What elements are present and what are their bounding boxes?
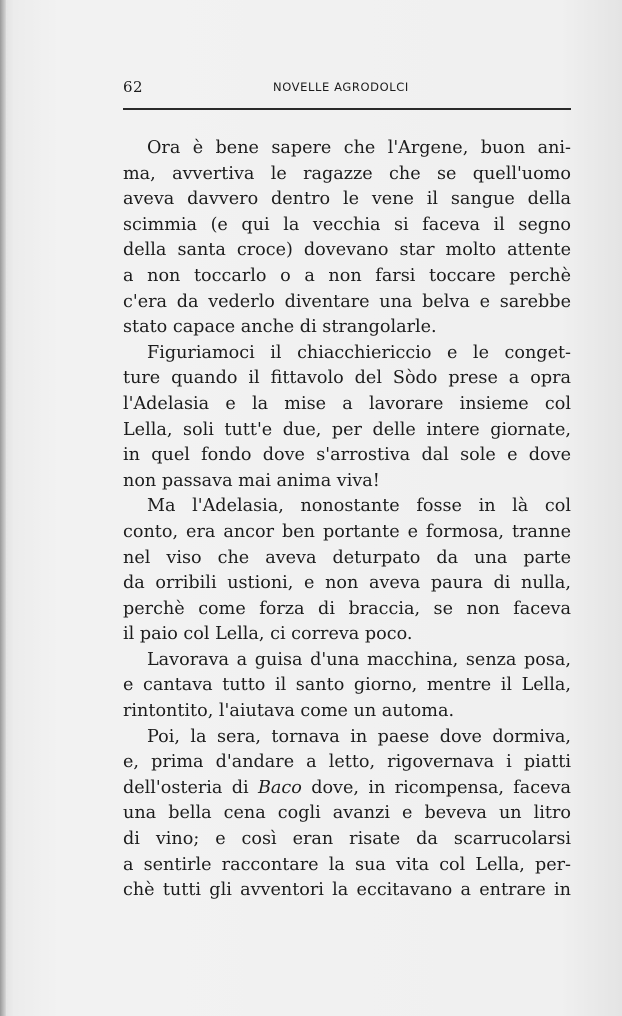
text-line: da orribili ustioni, e non aveva paura di nulla, (123, 573, 571, 594)
text-line: stato capace anche di strangolarle. (123, 317, 437, 338)
text-line: della santa croce) dovevano star molto attente (123, 240, 571, 261)
text-line: e cantava tutto il santo giorno, mentre il Lella, (123, 675, 571, 696)
text-line: scimmia (e qui la vecchia si faceva il segno (123, 214, 571, 235)
text-line: l'Adelasia e la mise a lavorare insieme col (123, 393, 571, 414)
text-line: nel viso che aveva deturpato da una parte (123, 547, 571, 568)
text-line: Ora è bene sapere che l'Argene, buon ani- (147, 138, 571, 158)
header-rule (123, 108, 571, 110)
text-line: non passava mai anima viva! (123, 470, 380, 491)
text-line: chè tutti gli avventori la eccitavano a entrare in (123, 880, 571, 901)
text-line: perchè come forza di braccia, se non faceva (123, 598, 571, 619)
text-line: e, prima d'andare a letto, rigovernava i piatti (123, 752, 571, 773)
text-line: dell'osteria di Baco dove, in ricompensa, faceva (123, 777, 571, 798)
text-line: il paio col Lella, ci correva poco. (123, 624, 413, 645)
text-line: una bella cena cogli avanzi e beveva un litro (123, 803, 571, 824)
text-line: in quel fondo dove s'arrostiva dal sole e dove (123, 445, 571, 466)
text-line: aveva davvero dentro le vene il sangue della (123, 189, 571, 210)
text-line: Lavorava a guisa d'una macchina, senza posa, (147, 649, 571, 670)
text-line: c'era da vederlo diventare una belva e sarebbe (123, 291, 571, 312)
text-line: a non toccarlo o a non farsi toccare perchè (123, 265, 571, 286)
text-line: di vino; e così eran risate da scarrucolarsi (123, 829, 571, 850)
text-line: rintontito, l'aiutava come un automa. (123, 701, 455, 722)
page-number: 62 (123, 78, 144, 96)
page-binding-shadow (0, 0, 6, 1016)
page-header (123, 78, 571, 100)
text-line: Poi, la sera, tornava in paese dove dormiva, (147, 726, 571, 747)
text-line: conto, era ancor ben portante e formosa, tranne (123, 521, 571, 542)
text-line: ma, avvertiva le ragazze che se quell'uomo (123, 163, 571, 184)
running-title: NOVELLE AGRODOLCI (273, 80, 409, 94)
text-line: Figuriamoci il chiacchiericcio e le conget- (147, 342, 571, 363)
text-line: Ma l'Adelasia, nonostante fosse in là col (147, 496, 571, 517)
text-line: a sentirle raccontare la sua vita col Lella, per- (123, 854, 571, 875)
body-text (123, 136, 571, 904)
text-line: Lella, soli tutt'e due, per delle intere giornate, (123, 419, 571, 440)
text-line: ture quando il fittavolo del Sòdo prese a opra (123, 368, 571, 389)
